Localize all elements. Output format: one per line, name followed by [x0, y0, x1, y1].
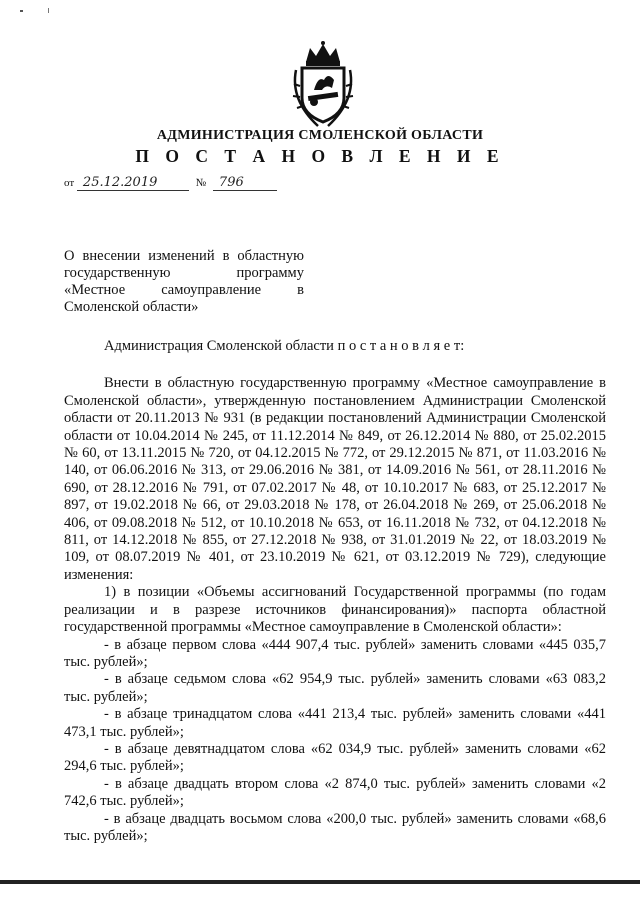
- subject-line: Смоленской области»: [64, 299, 199, 315]
- intro-paragraph: Внести в областную государственную программу «Местное самоуправление в Смоленской области», утвержденную постановлением Администрации Смоленской области от 20.11.2013 № 931 (в редакции постановлений Администрации Смоленской области от 10.04.2014 № 245, от 11.12.2014 № 849, от 26.12.2014 № 880, от 25.02.2015 № 60, от 13.11.2015 № 720, от 04.12.2015 № 772, от 29.12.2015 № 871, от 11.03.2016 № 140, от 06.06.2016 № 313, от 29.06.2016 № 381, от 14.09.2016 № 561, от 28.11.2016 № 690, от 28.12.2016 № 791, от 07.02.2017 № 48, от 10.10.2017 № 683, от 25.12.2017 № 897, от 19.02.2018 № 66, от 29.03.2018 № 178, от 26.04.2018 № 269, от 25.06.2018 № 406, от 09.08.2018 № 512, от 10.10.2018 № 653, от 16.11.2018 № 732, от 04.12.2018 № 811, от 14.12.2018 № 855, от 27.12.2018 № 938, от 31.01.2019 № 22, от 18.03.2019 № 109, от 08.07.2019 № 401, от 23.10.2019 № 621, от 03.12.2019 № 729), следующие изменения:: [64, 375, 606, 583]
- organization-name: АДМИНИСТРАЦИЯ СМОЛЕНСКОЙ ОБЛАСТИ: [156, 128, 484, 143]
- subject-line: О внесении изменений в областную: [64, 248, 304, 264]
- number-prefix: №: [195, 177, 207, 189]
- scan-edge-line: [0, 880, 640, 884]
- dash-paragraph: - в абзаце седьмом слова «62 954,9 тыс. рублей» заменить словами «63 083,2 тыс. рублей»;: [64, 671, 606, 705]
- decree-statement: Администрация Смоленской области п о с т а н о в л я е т:: [104, 338, 465, 354]
- subject-line: государственную программу: [64, 265, 304, 281]
- dash-paragraph: - в абзаце девятнадцатом слова «62 034,9 тыс. рублей» заменить словами «62 294,6 тыс. рублей»;: [64, 740, 606, 775]
- date-prefix: от: [64, 177, 75, 189]
- document-type-title: П О С Т А Н О В Л Е Н И Е: [135, 146, 505, 166]
- subject-line: «Местное самоуправление в: [64, 282, 304, 298]
- item-1-paragraph: 1) в позиции «Объемы ассигнований Государственной программы (по годам реализации и в разрезе источников финансирования)» паспорта областной государственной программы «Местное самоуправление в Смоленской области»:: [64, 584, 606, 636]
- document-subject: [64, 248, 304, 316]
- dash-paragraph: - в абзаце двадцать восьмом слова «200,0 тыс. рублей» заменить словами «68,6 тыс. рублей»;: [64, 810, 606, 844]
- dash-paragraph: - в абзаце двадцать втором слова «2 874,0 тыс. рублей» заменить словами «2 742,6 тыс. рублей»;: [64, 775, 606, 810]
- handwritten-number: 796: [213, 175, 277, 191]
- dash-paragraph: - в абзаце первом слова «444 907,4 тыс. рублей» заменить словами «445 035,7 тыс. рублей»;: [64, 636, 606, 670]
- handwritten-date: 25.12.2019: [77, 175, 189, 191]
- scan-speck: [20, 10, 23, 12]
- date-number-line: [64, 175, 277, 191]
- dash-paragraph: - в абзаце тринадцатом слова «441 213,4 тыс. рублей» заменить словами «441 473,1 тыс. рублей»;: [64, 706, 606, 740]
- document-body: [64, 338, 606, 845]
- scan-speck: [48, 8, 49, 13]
- coat-of-arms-emblem: [288, 40, 358, 130]
